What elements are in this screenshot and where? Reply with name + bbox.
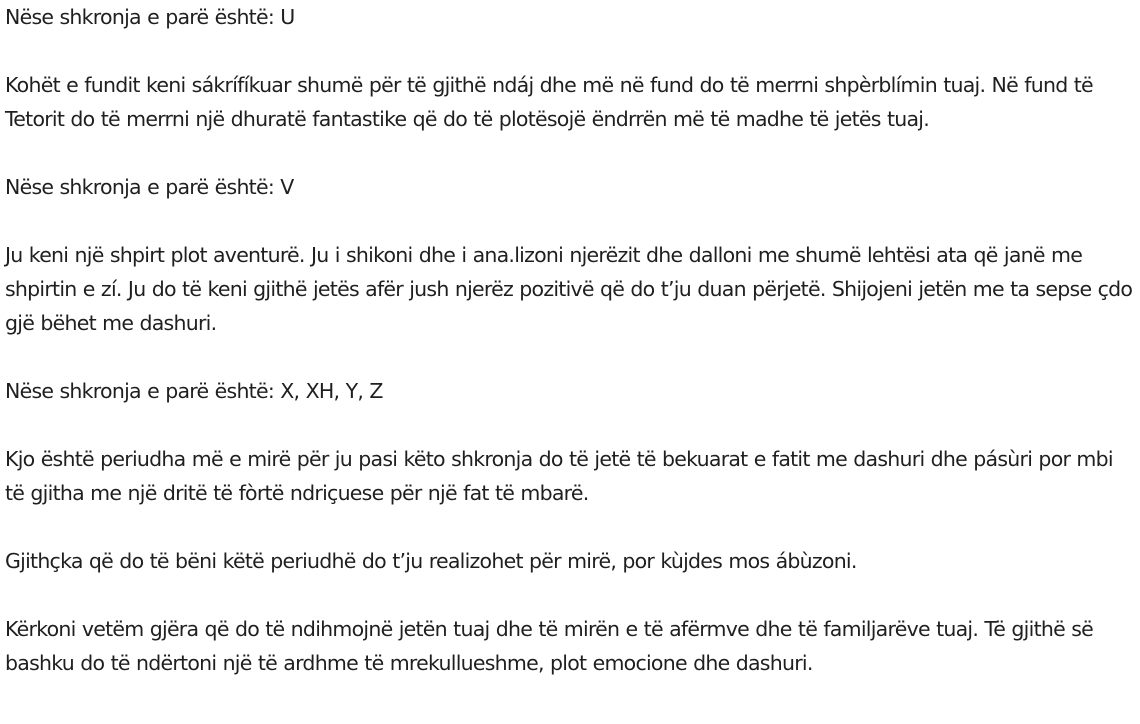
heading-letter-v: Nëse shkronja e parë është: V	[5, 175, 294, 199]
article-body	[5, 0, 1135, 680]
paragraph-letter-x-xh-y-z-1: Kjo është periudha më e mirë për ju pasi këto shkronja do të jetë të bekuarat e fatit me dashuri dhe pásùri por mbi të gjitha me një dritë të fòrtë ndriçuese për një fat të mbarë.	[5, 447, 1113, 505]
heading-letter-x-xh-y-z: Nëse shkronja e parë është: X, XH, Y, Z	[5, 379, 383, 403]
paragraph-letter-v: Ju keni një shpirt plot aventurë. Ju i shikoni dhe i ana.lizoni njerëzit dhe dalloni me shumë lehtësi ata që janë me shpirtin e zí. Ju do të keni gjithë jetës afër jush njerëz pozitivë që do t’ju duan përjetë. Shijojeni jetën me ta sepse çdo gjë bëhet me dashuri.	[5, 243, 1133, 335]
paragraph-letter-x-xh-y-z-2: Gjithçka që do të bëni këtë periudhë do t’ju realizohet për mirë, por kùjdes mos ábùzoni.	[5, 549, 857, 573]
paragraph-letter-u: Kohët e fundit keni sákrífíkuar shumë për të gjithë ndáj dhe më në fund do të merrni shpèrblímin tuaj. Në fund të Tetorit do të merrni një dhuratë fantastike që do të plotësojë ëndrrën më të madhe të jetës tuaj.	[5, 73, 1093, 131]
paragraph-letter-x-xh-y-z-3: Kërkoni vetëm gjëra që do të ndihmojnë jetën tuaj dhe të mirën e të afërmve dhe të familjarëve tuaj. Të gjithë së bashku do të ndërtoni një të ardhme të mrekullueshme, plot emocione dhe dashuri.	[5, 617, 1094, 675]
heading-letter-u: Nëse shkronja e parë është: U	[5, 5, 295, 29]
